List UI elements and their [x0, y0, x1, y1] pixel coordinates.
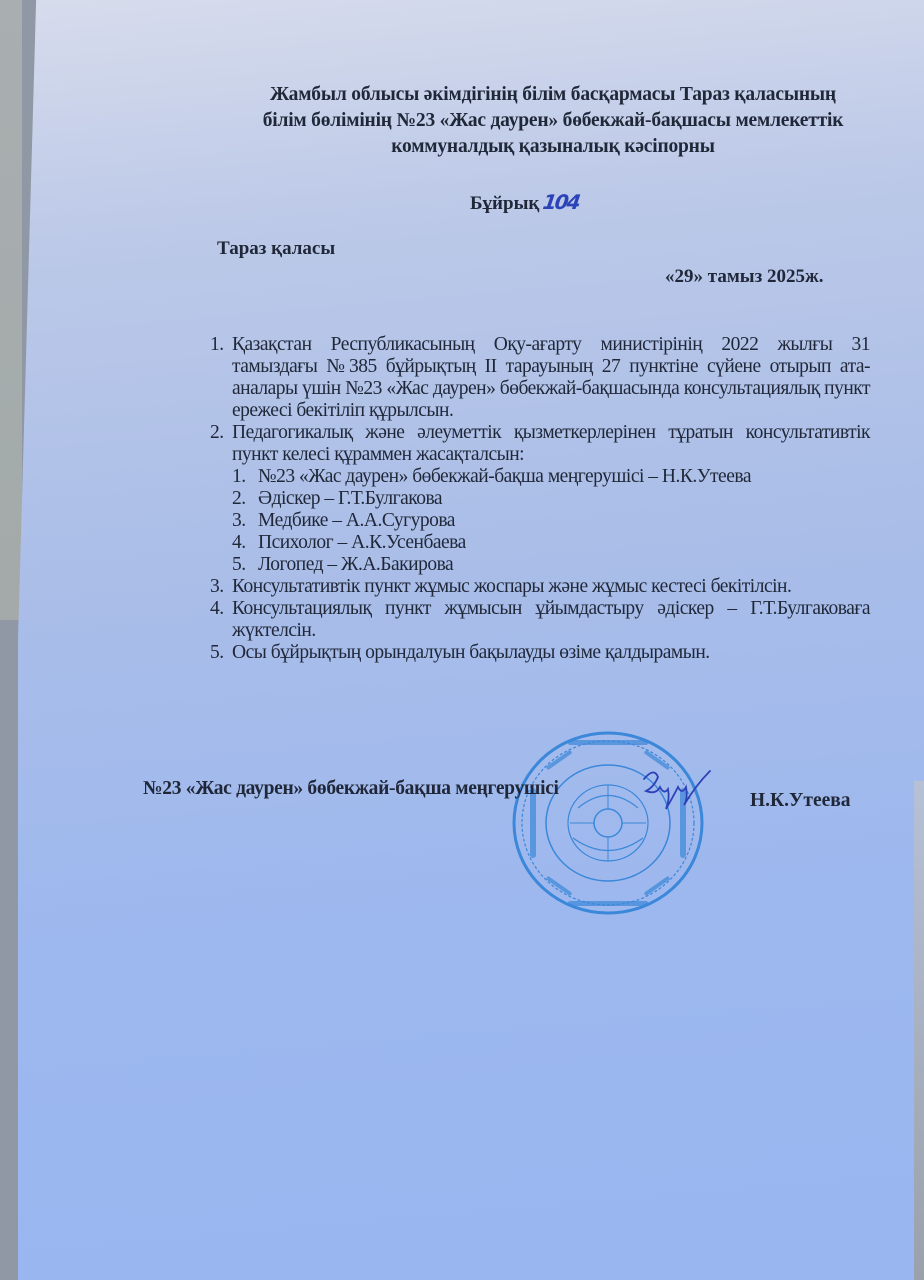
- sub-list-item: [232, 510, 870, 532]
- header-line: Жамбыл облысы әкімдігінің білім басқармасы Тараз қаласының: [270, 84, 836, 105]
- list-item: [210, 598, 870, 642]
- sub-list-item: [232, 488, 870, 510]
- item-text: Педагогикалық және әлеуметтік қызметкерлерінен тұратын консультативтік пункт келесі құраммен жасақталсын:: [232, 422, 870, 465]
- sub-item-number: 5.: [232, 554, 246, 575]
- list-item: [210, 576, 870, 598]
- item-number: 1.: [210, 334, 224, 355]
- sub-item-text: Логопед – Ж.А.Бакирова: [258, 554, 454, 575]
- sub-item-text: Әдіскер – Г.Т.Булгакова: [258, 488, 443, 509]
- order-items-list: [210, 334, 870, 664]
- order-title: [470, 190, 579, 215]
- sub-list-item: [232, 532, 870, 554]
- item-number: 4.: [210, 598, 224, 619]
- sub-item-text: Психолог – А.К.Усенбаева: [258, 532, 466, 553]
- list-item: [210, 422, 870, 466]
- sub-item-number: 1.: [232, 466, 246, 487]
- item-number: 5.: [210, 642, 224, 663]
- item-text: Қазақстан Республикасының Оқу-ағарту министірінің 2022 жылғы 31 тамыздағы №385 бұйрықтың II тарауының 27 пунктіне сүйене отырып ата-аналары үшін №23 «Жас даурен» бөбекжай-бақшасында консультациялық пункт ережесі бекітіліп құрылсын.: [232, 334, 870, 421]
- item-number: 3.: [210, 576, 224, 597]
- item-number: 2.: [210, 422, 224, 443]
- signatory-name: Н.К.Утеева: [750, 790, 851, 811]
- header-line: коммуналдық қазыналық кәсіпорны: [391, 136, 715, 157]
- city: Тараз қаласы: [217, 238, 336, 259]
- sub-list-item: [232, 554, 870, 576]
- item-text: Консультациялық пункт жұмысын ұйымдастыру әдіскер – Г.Т.Булгаковаға жүктелсін.: [232, 598, 870, 641]
- organization-header: [210, 82, 896, 160]
- item-text: Консультативтік пункт жұмыс жоспары және жұмыс кестесі бекітілсін.: [232, 576, 792, 597]
- handwritten-signature: [636, 765, 716, 815]
- sub-item-number: 4.: [232, 532, 246, 553]
- official-stamp: [508, 728, 708, 918]
- signatory-title: №23 «Жас даурен» бөбекжай-бақша меңгерушісі: [143, 778, 559, 799]
- list-item: [210, 642, 870, 664]
- sub-item-number: 3.: [232, 510, 246, 531]
- order-date: «29» тамыз 2025ж.: [665, 266, 824, 287]
- order-label: Бұйрық: [470, 193, 540, 214]
- sub-item-number: 2.: [232, 488, 246, 509]
- sub-item-text: №23 «Жас даурен» бөбекжай-бақша меңгерушісі – Н.К.Утеева: [258, 466, 751, 487]
- sub-item-text: Медбике – А.А.Сугурова: [258, 510, 455, 531]
- list-item: [210, 334, 870, 422]
- item-text: Осы бұйрықтың орындалуын бақылауды өзіме қалдырамын.: [232, 642, 710, 663]
- order-number-handwritten: 104: [541, 190, 581, 214]
- sub-list-item: [232, 466, 870, 488]
- header-line: білім бөлімінің №23 «Жас даурен» бөбекжай-бақшасы мемлекеттік: [262, 110, 844, 131]
